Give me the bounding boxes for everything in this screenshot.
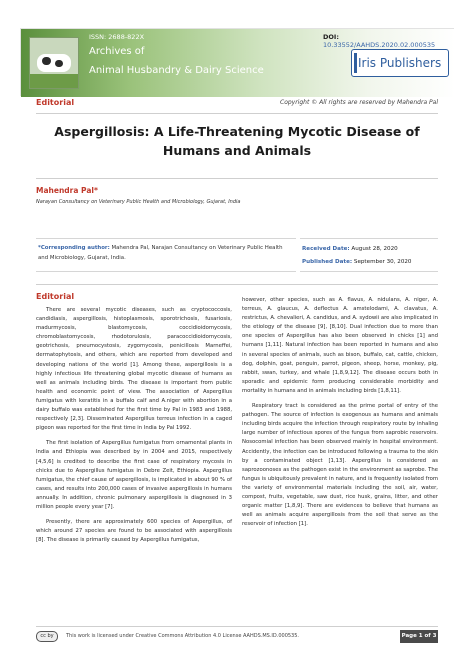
divider: [36, 626, 438, 627]
body-left-column: [36, 306, 232, 551]
section-heading: Editorial: [36, 292, 75, 301]
published-date-label: Published Date:: [302, 259, 353, 265]
body-paragraph: Respiratory tract is considered as the prime portal of entry of the pathogen. The source of infection is exogenous as humans and animals including birds acquire the infection through respiratory route by inhaling large number of infectious spores of the fungus from saprobic reservoirs. Nosocomial infection has been observed mainly in hospital environment. Accidently, the infection can be introduced following a trauma to the skin by a contaminated object [1,13]. Aspergillus is considered as saprozoonoses as the pathogen exist in the environment as saprobe. The fungus is ubiquitously prevalent in nature, and is frequently isolated from the variety of environmental materials including the soil, air, water, compost, fruits, vegetable, saw dust, rice husk, grains, litter, and other organic matter [1,8,9]. There are evidences to believe that humans as well as animals acquire aspergillosis from the soil that serve as the reservoir of infection [1].: [242, 403, 438, 528]
corresponding-author-text: Mahendra Pal, Narajan Consultancy on Veterinary Public Health and Microbiology, Gujarat, India.: [38, 245, 283, 261]
article-title: [36, 122, 438, 160]
cow-thumbnail-image: [29, 37, 79, 89]
divider: [36, 178, 438, 179]
published-date-row: [302, 256, 436, 269]
published-date-value: September 30, 2020: [352, 259, 412, 265]
title-line2: Humans and Animals: [162, 143, 312, 158]
journal-title-line2: Animal Husbandry & Dairy Science: [89, 65, 264, 76]
publisher-name: Iris Publishers: [358, 56, 442, 70]
creative-commons-icon[interactable]: cc by: [36, 631, 58, 642]
journal-banner: [20, 28, 454, 96]
journal-title-line1: Archives of: [89, 46, 145, 57]
author-name: Mahendra Pal*: [36, 186, 98, 195]
article-type-row: [36, 98, 438, 112]
body-paragraph: The first isolation of Aspergillus fumigatus from ornamental plants in India and Ethiopia was described by in 2004 and 2015, respectively [4,5,6] is credited to describe the first case of respiratory mycosis in chicks due to Aspergillus fumigatus in Debre Zeit, Ethiopia. Aspergillus fumigatus, the chief cause of aspergillosis, is implicated in about 90 % of cases, and results into 200,000 cases of invasive aspergillosis in humans annually. In addition, chronic pulmonary aspergillosis is diagnosed in 3 million people every year [7].: [36, 440, 232, 510]
author-affiliation: Narayan Consultancy on Veterinary Public Health and Microbiology, Gujarat, India: [36, 199, 241, 205]
logo-bar-icon: [354, 53, 357, 73]
title-line1: Aspergillosis: A Life-Threatening Mycotic Disease of: [54, 124, 420, 139]
license-text: This work is licensed under Creative Commons Attribution 4.0 License AAHDS.MS.ID.000535.: [66, 633, 300, 639]
received-date-row: [302, 243, 436, 256]
doi-label: [323, 33, 453, 49]
body-paragraph: There are several mycotic diseases, such as cryptococcosis, candidiasis, aspergillosis, histoplasmosis, sporotrichosis, fusariosis, madurmycosis, blastomycosis, coccidioidomycosis, chromoblastomycosis, rhodotorulosis, paracoccidioidomycosis, geotrichosis, pneumocystosis, zygomycosis, penicillosis Marneffei, dermatophytosis, and others, which are reported from developed and developing nations of the world [1]. Among these, aspergillosis is a highly infectious life threatening global mycotic disease of humans as well as animals including birds. The disease is important from public health and economic point of view. The association of Aspergillus fumigatus with keratitis in a buffalo calf and A.niger with abortion in a dairy buffalo was established for the first time by Pal in 1983 and 1988, respectively [2,3]. Disseminated Aspergillus terreus infection in a caged pigeon was reported for the first time in India by Pal 1992.: [36, 307, 232, 432]
publisher-logo: [351, 49, 449, 77]
copyright-notice: Copyright © All rights are reserved by Mahendra Pal: [280, 99, 438, 106]
article-type: Editorial: [36, 98, 75, 107]
corresponding-author-box: [36, 238, 296, 272]
body-paragraph: however, other species, such as A. flavus, A. nidulans, A. niger, A. terreus, A. glaucus, A. deflectus A. amstelodami, A. clavatus, A. restrictus, A. chevalieri, A. candidus, and A. sydowii are also implicated in the etiology of the disease [9], [8,10]. Dual infection due to more than one species of Aspergillus has also been observed in chicks [1] and humans [1,11]. Natural infection has been reported in humans and also in several species of animals, such as bison, buffalo, cat, cattle, chicken, dog, dolphin, goat, penguin, parrot, pigeon, sheep, horse, monkey, pig, rabbit, swan, turkey, and whale [1,8,9,12]. The disease occurs both in sporadic and epidemic form producing considerable morbidity and mortality in humans and in animals including birds [1,8,11].: [242, 297, 438, 394]
divider: [36, 113, 438, 114]
doi-link[interactable]: 10.33552/AAHDS.2020.02.000535: [323, 41, 436, 49]
corresponding-author-label: *Corresponding author:: [38, 245, 110, 251]
received-date-value: August 28, 2020: [349, 246, 398, 252]
doi-prefix: DOI:: [323, 33, 339, 41]
page-footer: [20, 630, 454, 644]
page-number: Page 1 of 3: [400, 630, 438, 643]
received-date-label: Received Date:: [302, 246, 350, 252]
dates-box: [300, 238, 438, 272]
body-right-column: [242, 296, 438, 535]
issn-label: ISSN: 2688-822X: [89, 33, 145, 41]
body-paragraph: Presently, there are approximately 600 species of Aspergillus, of which around 27 species are found to be associated with aspergillosis [8]. The disease is primarily caused by Aspergillus fumigatus,: [36, 519, 232, 544]
divider: [36, 284, 438, 285]
